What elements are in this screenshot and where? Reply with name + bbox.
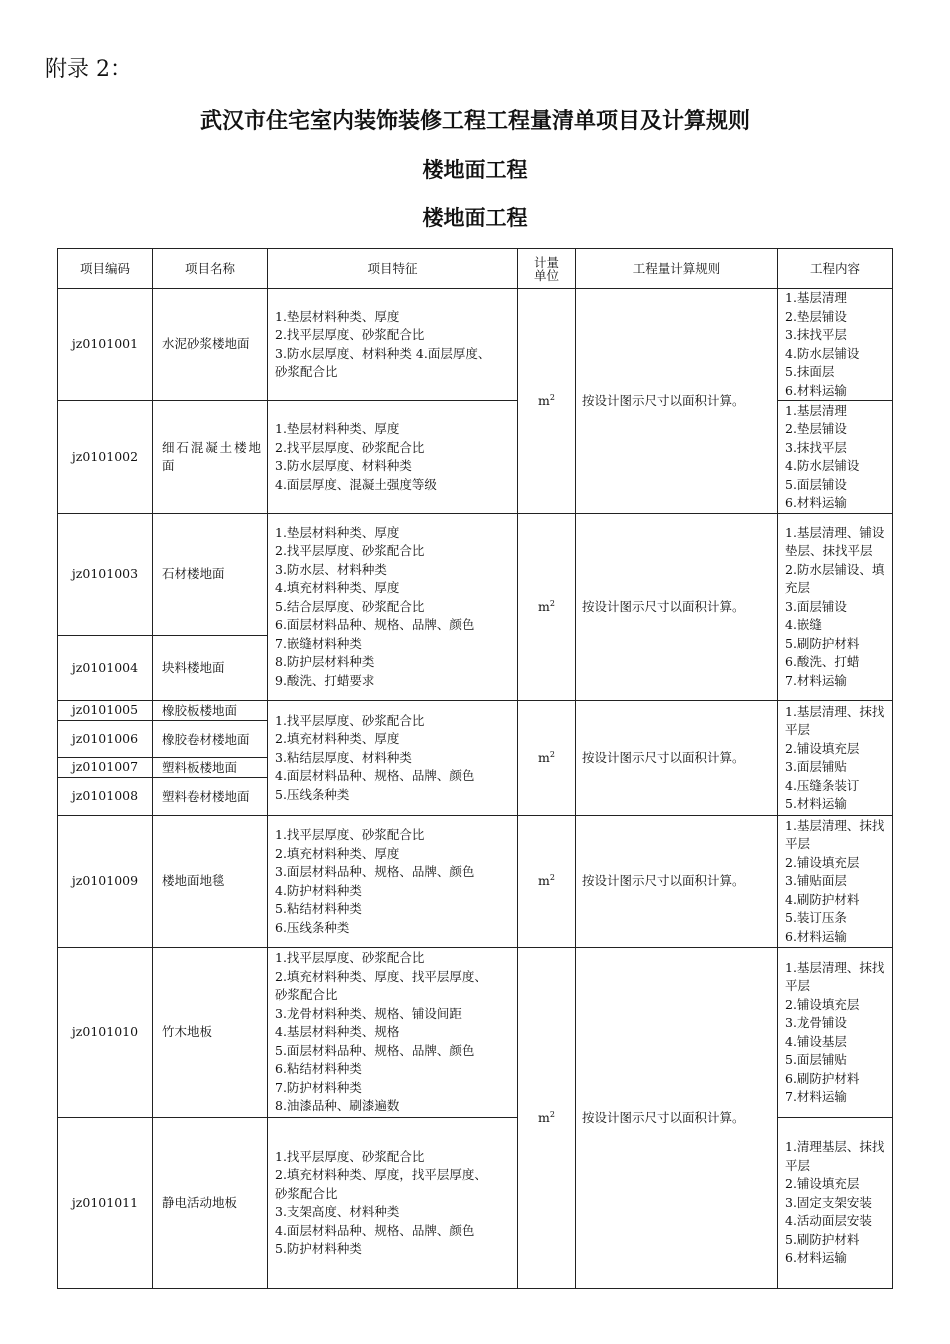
content-line: 2.铺设填充层 (785, 1176, 860, 1192)
rule-cell: 按设计图示尺寸以面积计算。 (576, 816, 778, 948)
feature-line: 砂浆配合比 (275, 364, 338, 379)
item-contents (778, 514, 893, 701)
item-name: 水泥砂浆楼地面 (153, 289, 268, 401)
rule-cell: 按设计图示尺寸以面积计算。 (576, 514, 778, 701)
feature-line: 8.防护层材料种类 (275, 654, 375, 670)
unit-superscript: 2 (549, 1109, 555, 1119)
sub-title: 楼地面工程 (422, 206, 528, 230)
feature-line: 5.面层材料品种、规格、品牌、颜色 (275, 1042, 475, 1058)
table-row (58, 289, 893, 401)
feature-line: 6.面层材料品种、规格、品牌、颜色 (275, 617, 475, 633)
content-line: 4.活动面层安装 (785, 1213, 872, 1229)
unit-cell (518, 816, 576, 948)
content-line: 1.清理基层、抹找平层 (785, 1139, 885, 1173)
content-line: 3.面层铺贴 (785, 759, 847, 774)
content-line: 7.材料运输 (785, 1089, 847, 1104)
feature-line: 5.结合层厚度、砂浆配合比 (275, 598, 425, 614)
table-row (58, 701, 893, 721)
item-name: 橡胶卷材楼地面 (153, 721, 268, 758)
feature-line: 2.找平层厚度、砂浆配合比 (275, 543, 425, 559)
main-title: 武汉市住宅室内装饰装修工程工程量清单项目及计算规则 (199, 109, 750, 134)
feature-line: 1.找平层厚度、砂浆配合比 (275, 950, 425, 966)
unit-superscript: 2 (549, 749, 555, 759)
content-line: 6.材料运输 (785, 382, 847, 398)
unit-cell (518, 948, 576, 1289)
feature-line: 9.酸洗、打蜡要求 (275, 672, 375, 688)
feature-line: 2.找平层厚度、砂浆配合比 (275, 439, 425, 455)
header-unit-line2: 单位 (533, 267, 559, 283)
content-line: 4.嵌缝 (785, 617, 822, 633)
item-contents (778, 701, 893, 816)
unit-text: m (538, 749, 550, 765)
item-code: jz0101008 (58, 778, 153, 816)
item-code: jz0101010 (58, 948, 153, 1118)
table-row (58, 816, 893, 948)
unit-cell (518, 289, 576, 514)
item-name: 静电活动地板 (153, 1118, 268, 1289)
feature-line: 2.填充材料种类、厚度 (275, 845, 400, 861)
section-title: 楼地面工程 (422, 158, 528, 182)
content-line: 1.基层清理、抹找平层 (785, 703, 885, 737)
item-features (268, 289, 518, 401)
feature-line: 2.填充材料种类、厚度、找平层厚度、 (275, 968, 487, 984)
content-line: 1.基层清理、铺设垫层、抹找平层 (785, 524, 885, 559)
item-code: jz0101006 (58, 721, 153, 758)
content-line: 3.抹找平层 (785, 439, 847, 455)
item-features (268, 514, 518, 701)
unit-text: m (538, 873, 550, 889)
item-features (268, 816, 518, 948)
feature-line: 8.油漆品种、刷漆遍数 (275, 1098, 400, 1114)
item-features (268, 701, 518, 816)
item-features (268, 401, 518, 514)
item-contents (778, 948, 893, 1118)
feature-line: 6.压线条种类 (275, 919, 350, 935)
item-name: 石材楼地面 (153, 514, 268, 636)
feature-line: 4.防护材料种类 (275, 882, 362, 898)
content-line: 4.防水层铺设 (785, 345, 860, 361)
content-line: 4.铺设基层 (785, 1033, 847, 1049)
feature-line: 2.找平层厚度、砂浆配合比 (275, 327, 425, 342)
item-name: 细石混凝土楼地面 (153, 401, 268, 514)
feature-line: 5.防护材料种类 (275, 1241, 362, 1256)
content-line: 2.垫层铺设 (785, 308, 847, 324)
content-line: 5.面层铺设 (785, 476, 847, 492)
table-row (58, 948, 893, 1118)
unit-cell (518, 514, 576, 701)
feature-line: 4.面层材料品种、规格、品牌、颜色 (275, 1222, 475, 1238)
item-code: jz0101003 (58, 514, 153, 636)
content-line: 3.龙骨铺设 (785, 1015, 847, 1030)
item-features (268, 1118, 518, 1289)
content-line: 4.防水层铺设 (785, 458, 860, 473)
feature-line: 4.基层材料种类、规格 (275, 1024, 400, 1040)
content-line: 2.垫层铺设 (785, 421, 847, 436)
feature-line: 1.垫层材料种类、厚度 (275, 308, 400, 324)
content-line: 6.材料运输 (785, 495, 847, 510)
feature-line: 砂浆配合比 (275, 987, 338, 1003)
content-line: 6.材料运输 (785, 928, 847, 944)
feature-line: 3.粘结层厚度、材料种类 (275, 749, 412, 765)
content-line: 3.固定支架安装 (785, 1194, 872, 1210)
item-contents (778, 816, 893, 948)
content-line: 4.压缝条装订 (785, 777, 860, 793)
item-name: 楼地面地毯 (153, 816, 268, 948)
feature-line: 7.嵌缝材料种类 (275, 635, 362, 651)
item-contents (778, 401, 893, 514)
item-code: jz0101001 (58, 289, 153, 401)
content-line: 5.刷防护材料 (785, 1231, 860, 1247)
content-line: 6.材料运输 (785, 1250, 847, 1266)
rule-cell: 按设计图示尺寸以面积计算。 (576, 948, 778, 1289)
content-line: 5.抹面层 (785, 364, 835, 379)
table-row (58, 514, 893, 636)
feature-line: 6.粘结材料种类 (275, 1061, 362, 1077)
item-features (268, 948, 518, 1118)
content-line: 5.装订压条 (785, 910, 847, 926)
header-unit (518, 249, 576, 289)
unit-text: m (538, 1109, 550, 1125)
content-line: 5.材料运输 (785, 796, 847, 811)
content-line: 1.基层清理 (785, 402, 847, 418)
feature-line: 3.防水层、材料种类 (275, 561, 387, 577)
unit-text: m (538, 392, 550, 408)
content-line: 2.铺设填充层 (785, 996, 860, 1012)
feature-line: 4.面层厚度、混凝土强度等级 (275, 476, 437, 492)
item-name: 橡胶板楼地面 (153, 701, 268, 721)
unit-text: m (538, 598, 550, 614)
unit-cell (518, 701, 576, 816)
item-code: jz0101004 (58, 636, 153, 701)
feature-line: 4.填充材料种类、厚度 (275, 580, 400, 596)
content-line: 6.酸洗、打蜡 (785, 654, 860, 670)
feature-line: 1.找平层厚度、砂浆配合比 (275, 827, 425, 842)
rule-cell: 按设计图示尺寸以面积计算。 (576, 701, 778, 816)
feature-line: 5.粘结材料种类 (275, 901, 362, 916)
content-line: 2.防水层铺设、填充层 (785, 561, 885, 596)
header-contents: 工程内容 (778, 249, 893, 289)
content-line: 2.铺设填充层 (785, 740, 860, 756)
content-line: 3.铺贴面层 (785, 873, 847, 889)
item-code: jz0101009 (58, 816, 153, 948)
item-code: jz0101002 (58, 401, 153, 514)
bill-of-quantities-table (57, 248, 893, 1289)
feature-line: 砂浆配合比 (275, 1185, 338, 1201)
item-code: jz0101005 (58, 701, 153, 721)
header-unit-line1: 计量 (533, 254, 559, 270)
header-code: 项目编码 (58, 249, 153, 289)
header-features: 项目特征 (268, 249, 518, 289)
item-name: 塑料卷材楼地面 (153, 778, 268, 816)
item-contents (778, 1118, 893, 1289)
item-name: 块料楼地面 (153, 636, 268, 701)
unit-superscript: 2 (549, 598, 555, 608)
rule-cell: 按设计图示尺寸以面积计算。 (576, 289, 778, 514)
feature-line: 1.垫层材料种类、厚度 (275, 524, 400, 540)
feature-line: 2.填充材料种类、厚度 (275, 731, 400, 747)
header-rule: 工程量计算规则 (576, 249, 778, 289)
content-line: 5.刷防护材料 (785, 635, 860, 651)
header-name: 项目名称 (153, 249, 268, 289)
feature-line: 3.面层材料品种、规格、品牌、颜色 (275, 864, 475, 879)
feature-line: 1.找平层厚度、砂浆配合比 (275, 1148, 425, 1164)
unit-superscript: 2 (549, 873, 555, 883)
content-line: 1.基层清理 (785, 290, 847, 305)
feature-line: 1.找平层厚度、砂浆配合比 (275, 712, 425, 728)
item-contents (778, 289, 893, 401)
feature-line: 4.面层材料品种、规格、品牌、颜色 (275, 768, 475, 784)
content-line: 5.面层铺贴 (785, 1052, 847, 1067)
item-code: jz0101007 (58, 758, 153, 778)
content-line: 4.刷防护材料 (785, 891, 860, 907)
item-name: 塑料板楼地面 (153, 758, 268, 778)
content-line: 7.材料运输 (785, 672, 847, 688)
item-name: 竹木地板 (153, 948, 268, 1118)
feature-line: 1.垫层材料种类、厚度 (275, 421, 400, 436)
feature-line: 3.防水层厚度、材料种类 4.面层厚度、 (275, 345, 491, 361)
feature-line: 7.防护材料种类 (275, 1079, 362, 1095)
content-line: 3.抹找平层 (785, 327, 847, 342)
appendix-label: 附录 2： (45, 57, 132, 82)
content-line: 3.面层铺设 (785, 598, 847, 614)
content-line: 2.铺设填充层 (785, 854, 860, 870)
feature-line: 5.压线条种类 (275, 786, 350, 802)
feature-line: 3.支架高度、材料种类 (275, 1204, 400, 1219)
item-code: jz0101011 (58, 1118, 153, 1289)
feature-line: 2.填充材料种类、厚度，找平层厚度、 (275, 1167, 487, 1182)
feature-line: 3.防水层厚度、材料种类 (275, 458, 412, 473)
feature-line: 3.龙骨材料种类、规格、铺设间距 (275, 1005, 462, 1021)
unit-superscript: 2 (549, 392, 555, 402)
header-row (58, 249, 893, 289)
content-line: 1.基层清理、抹找平层 (785, 959, 885, 993)
content-line: 6.刷防护材料 (785, 1070, 860, 1086)
content-line: 1.基层清理、抹找平层 (785, 817, 885, 852)
